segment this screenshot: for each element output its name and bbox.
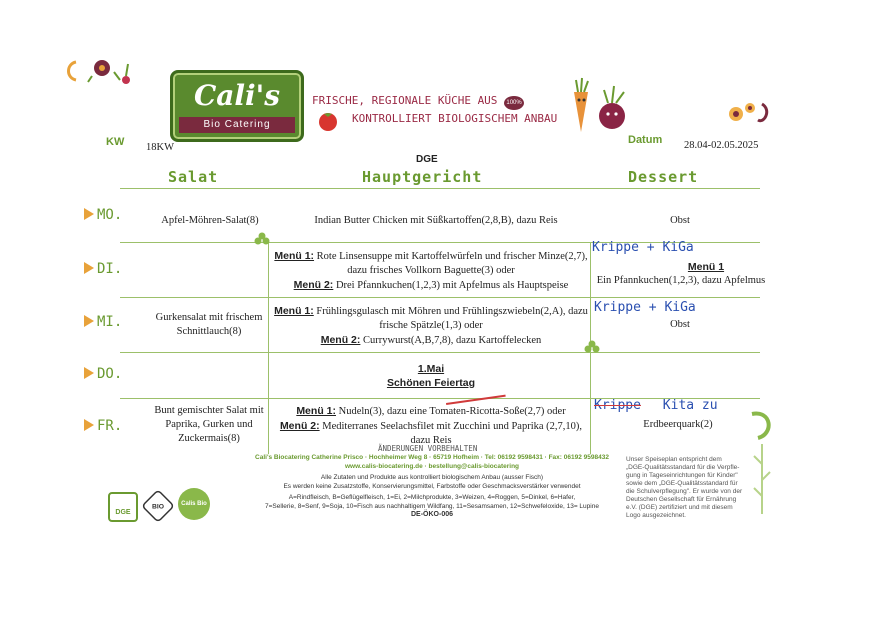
- day-label-mo: MO.: [84, 207, 122, 223]
- bio-seal-icon: [141, 489, 175, 523]
- dge-note-line: „DGE-Qualitätsstandard für die Verpfle-: [626, 464, 740, 471]
- brand-logo: [170, 70, 304, 142]
- day-label-mi: MI.: [84, 314, 122, 330]
- footer-line4: 7=Sellerie, 8=Senf, 9=Soja, 10=Fisch aus nachhaltigem Wildfang, 11=Sesamsamen, 12=Schwefeloxide, 13= Lupine: [265, 502, 599, 510]
- footer-code: DE-ÖKO-006: [410, 511, 453, 518]
- di-haupt: [272, 249, 590, 293]
- mo-salat: Apfel-Möhren-Salat(8): [161, 215, 259, 226]
- mi-menu1-text2: frische Spätzle(1,3) oder: [379, 320, 483, 331]
- mo-haupt: Indian Butter Chicken mit Süßkartoffen(2,8,B), dazu Reis: [314, 215, 558, 226]
- day-label-fr: FR.: [84, 418, 122, 434]
- fr-haupt: [272, 404, 590, 448]
- fr-handwritten-note: [594, 398, 718, 413]
- calis-seal-icon: [178, 488, 210, 520]
- di-dessert-label: Menü 1: [687, 261, 725, 273]
- brand-subtitle: Bio Catering: [179, 117, 295, 133]
- flower-right-icon: [724, 96, 774, 132]
- footer-line2: Es werden keine Zusatzstoffe, Konservierungsmittel, Farbstoffe oder Geschmacksverstärker verwendet: [283, 482, 581, 490]
- changes-notice: ÄNDERUNGEN VORBEHALTEN: [378, 444, 478, 453]
- tagline-line2: KONTROLLIERT BIOLOGISCHEM ANBAU: [352, 112, 558, 125]
- footer: [212, 454, 652, 520]
- kw-label: KW: [106, 136, 125, 148]
- mi-menu2-text: Currywurst(A,B,7,8), dazu Kartoffelecken: [363, 335, 542, 346]
- footer-company: Cali's Biocatering Catherine Prisco · Hochheimer Weg 8 · 65719 Hofheim · Tel: 06192 9598431 · Fax: 06192 9598432: [255, 454, 609, 461]
- column-salat: Salat: [168, 168, 219, 186]
- fr-menu2-text: Mediterranes Seelachsfilet mit Zucchini und Paprika (2,7,10),: [322, 421, 583, 432]
- calis-seal-text: Calis Bio: [181, 501, 207, 507]
- brand-name: Cali's: [193, 79, 281, 112]
- footer-web: www.calis-biocatering.de · bestellung@calis-biocatering: [344, 462, 520, 470]
- di-handwritten-note: Krippe + KiGa: [592, 240, 694, 255]
- dge-note-line: gung in Tageseinrichtungen für Kinder": [626, 472, 738, 479]
- dge-note-line: Logo ausgezeichnet.: [626, 512, 686, 519]
- clover-icon: [254, 232, 270, 248]
- di-menu1-text2: dazu frisches Vollkorn Baguette(3) oder: [347, 265, 515, 276]
- footer-line3: A=Rindfleisch, B=Geflügelfleisch, 1=Ei, 2=Milchprodukte, 3=Weizen, 4=Roggen, 5=Dinkel, 6=Hafer,: [288, 494, 576, 501]
- dge-seal-icon: [108, 492, 138, 522]
- vegetable-characters-icon: [566, 76, 636, 138]
- do-holiday-line2: Schönen Feiertag: [386, 377, 476, 389]
- day-label-do: DO.: [84, 366, 122, 382]
- bio-seal-text: BIO: [151, 502, 165, 510]
- dge-note: [626, 456, 756, 520]
- dge-seal-text: DGE: [115, 509, 131, 516]
- badge-100-icon: 100%: [504, 96, 524, 110]
- di-menu1-label: Menü 1:: [274, 250, 315, 262]
- footer-line1: Alle Zutaten und Produkte aus kontrolliert biologischem Anbau (ausser Fisch): [320, 474, 544, 481]
- datum-value: 28.04-02.05.2025: [684, 140, 759, 151]
- kw-value: 18KW: [146, 142, 174, 153]
- di-menu2-text: Drei Pfannkuchen(1,2,3) mit Apfelmus als Hauptspeise: [335, 280, 569, 291]
- fr-menu1-label: Menü 1:: [296, 405, 336, 417]
- datum-label: Datum: [628, 134, 663, 146]
- fr-salat: Bunt gemischter Salat mit Paprika, Gurken und Zuckermais(8): [154, 405, 264, 444]
- flower-decoration-icon: [62, 50, 142, 86]
- di-dessert: [596, 260, 766, 288]
- mi-menu1-label: Menü 1:: [274, 305, 314, 317]
- column-dessert: Dessert: [628, 168, 699, 186]
- do-holiday-line1: 1.Mai: [417, 363, 445, 375]
- dge-note-line: die Schulverpflegung". Er wurde von der: [626, 488, 743, 495]
- di-dessert-text: Ein Pfannkuchen(1,2,3), dazu Apfelmus: [596, 275, 766, 286]
- tagline-line1: FRISCHE, REGIONALE KÜCHE AUS: [312, 94, 498, 107]
- fr-menu2-label: Menü 2:: [279, 420, 320, 432]
- day-label-di: DI.: [84, 261, 122, 277]
- grid-line: [120, 188, 760, 189]
- fr-menu2-text2: dazu Reis: [410, 435, 452, 446]
- di-menu1-text: Rote Linsensuppe mit Kartoffelwürfeln und frischer Minze(2,7),: [316, 251, 588, 262]
- dge-label: DGE: [416, 154, 438, 165]
- fr-note: Kita zu: [662, 398, 718, 413]
- tagline: [312, 92, 557, 128]
- do-holiday: [372, 362, 490, 390]
- column-hauptgericht: Hauptgericht: [362, 168, 483, 186]
- fr-dessert: Erdbeerquark(2): [643, 419, 713, 430]
- dge-note-line: Unser Speiseplan entspricht dem: [626, 456, 722, 463]
- grid-line: [268, 242, 269, 454]
- fr-note-struck: Krippe: [594, 398, 641, 413]
- fr-menu1-text: Nudeln(3), dazu eine Tomaten-Ricotta-Soße(2,7) oder: [338, 406, 566, 417]
- mi-menu1-text: Frühlingsgulasch mit Möhren und Frühlingszwiebeln(2,A), dazu: [316, 306, 588, 317]
- di-menu2-label: Menü 2:: [293, 279, 334, 291]
- dge-note-line: Deutschen Gesellschaft für Ernährung: [626, 496, 737, 503]
- mi-haupt: [272, 304, 590, 348]
- mo-dessert: Obst: [670, 215, 690, 226]
- grid-line: [120, 352, 760, 353]
- tomato-icon: [315, 108, 341, 132]
- mi-dessert: Obst: [670, 319, 690, 330]
- grid-line: [120, 297, 760, 298]
- vine-decoration-icon: [744, 404, 780, 524]
- dge-note-line: sowie dem „DGE-Qualitätsstandard für: [626, 480, 738, 487]
- mi-salat: Gurkensalat mit frischem Schnittlauch(8): [155, 312, 263, 337]
- dge-note-line: e.V. (DGE) zertifiziert und mit diesem: [626, 504, 733, 511]
- mi-menu2-label: Menü 2:: [320, 334, 361, 346]
- mi-handwritten-note: Krippe + KiGa: [594, 300, 696, 315]
